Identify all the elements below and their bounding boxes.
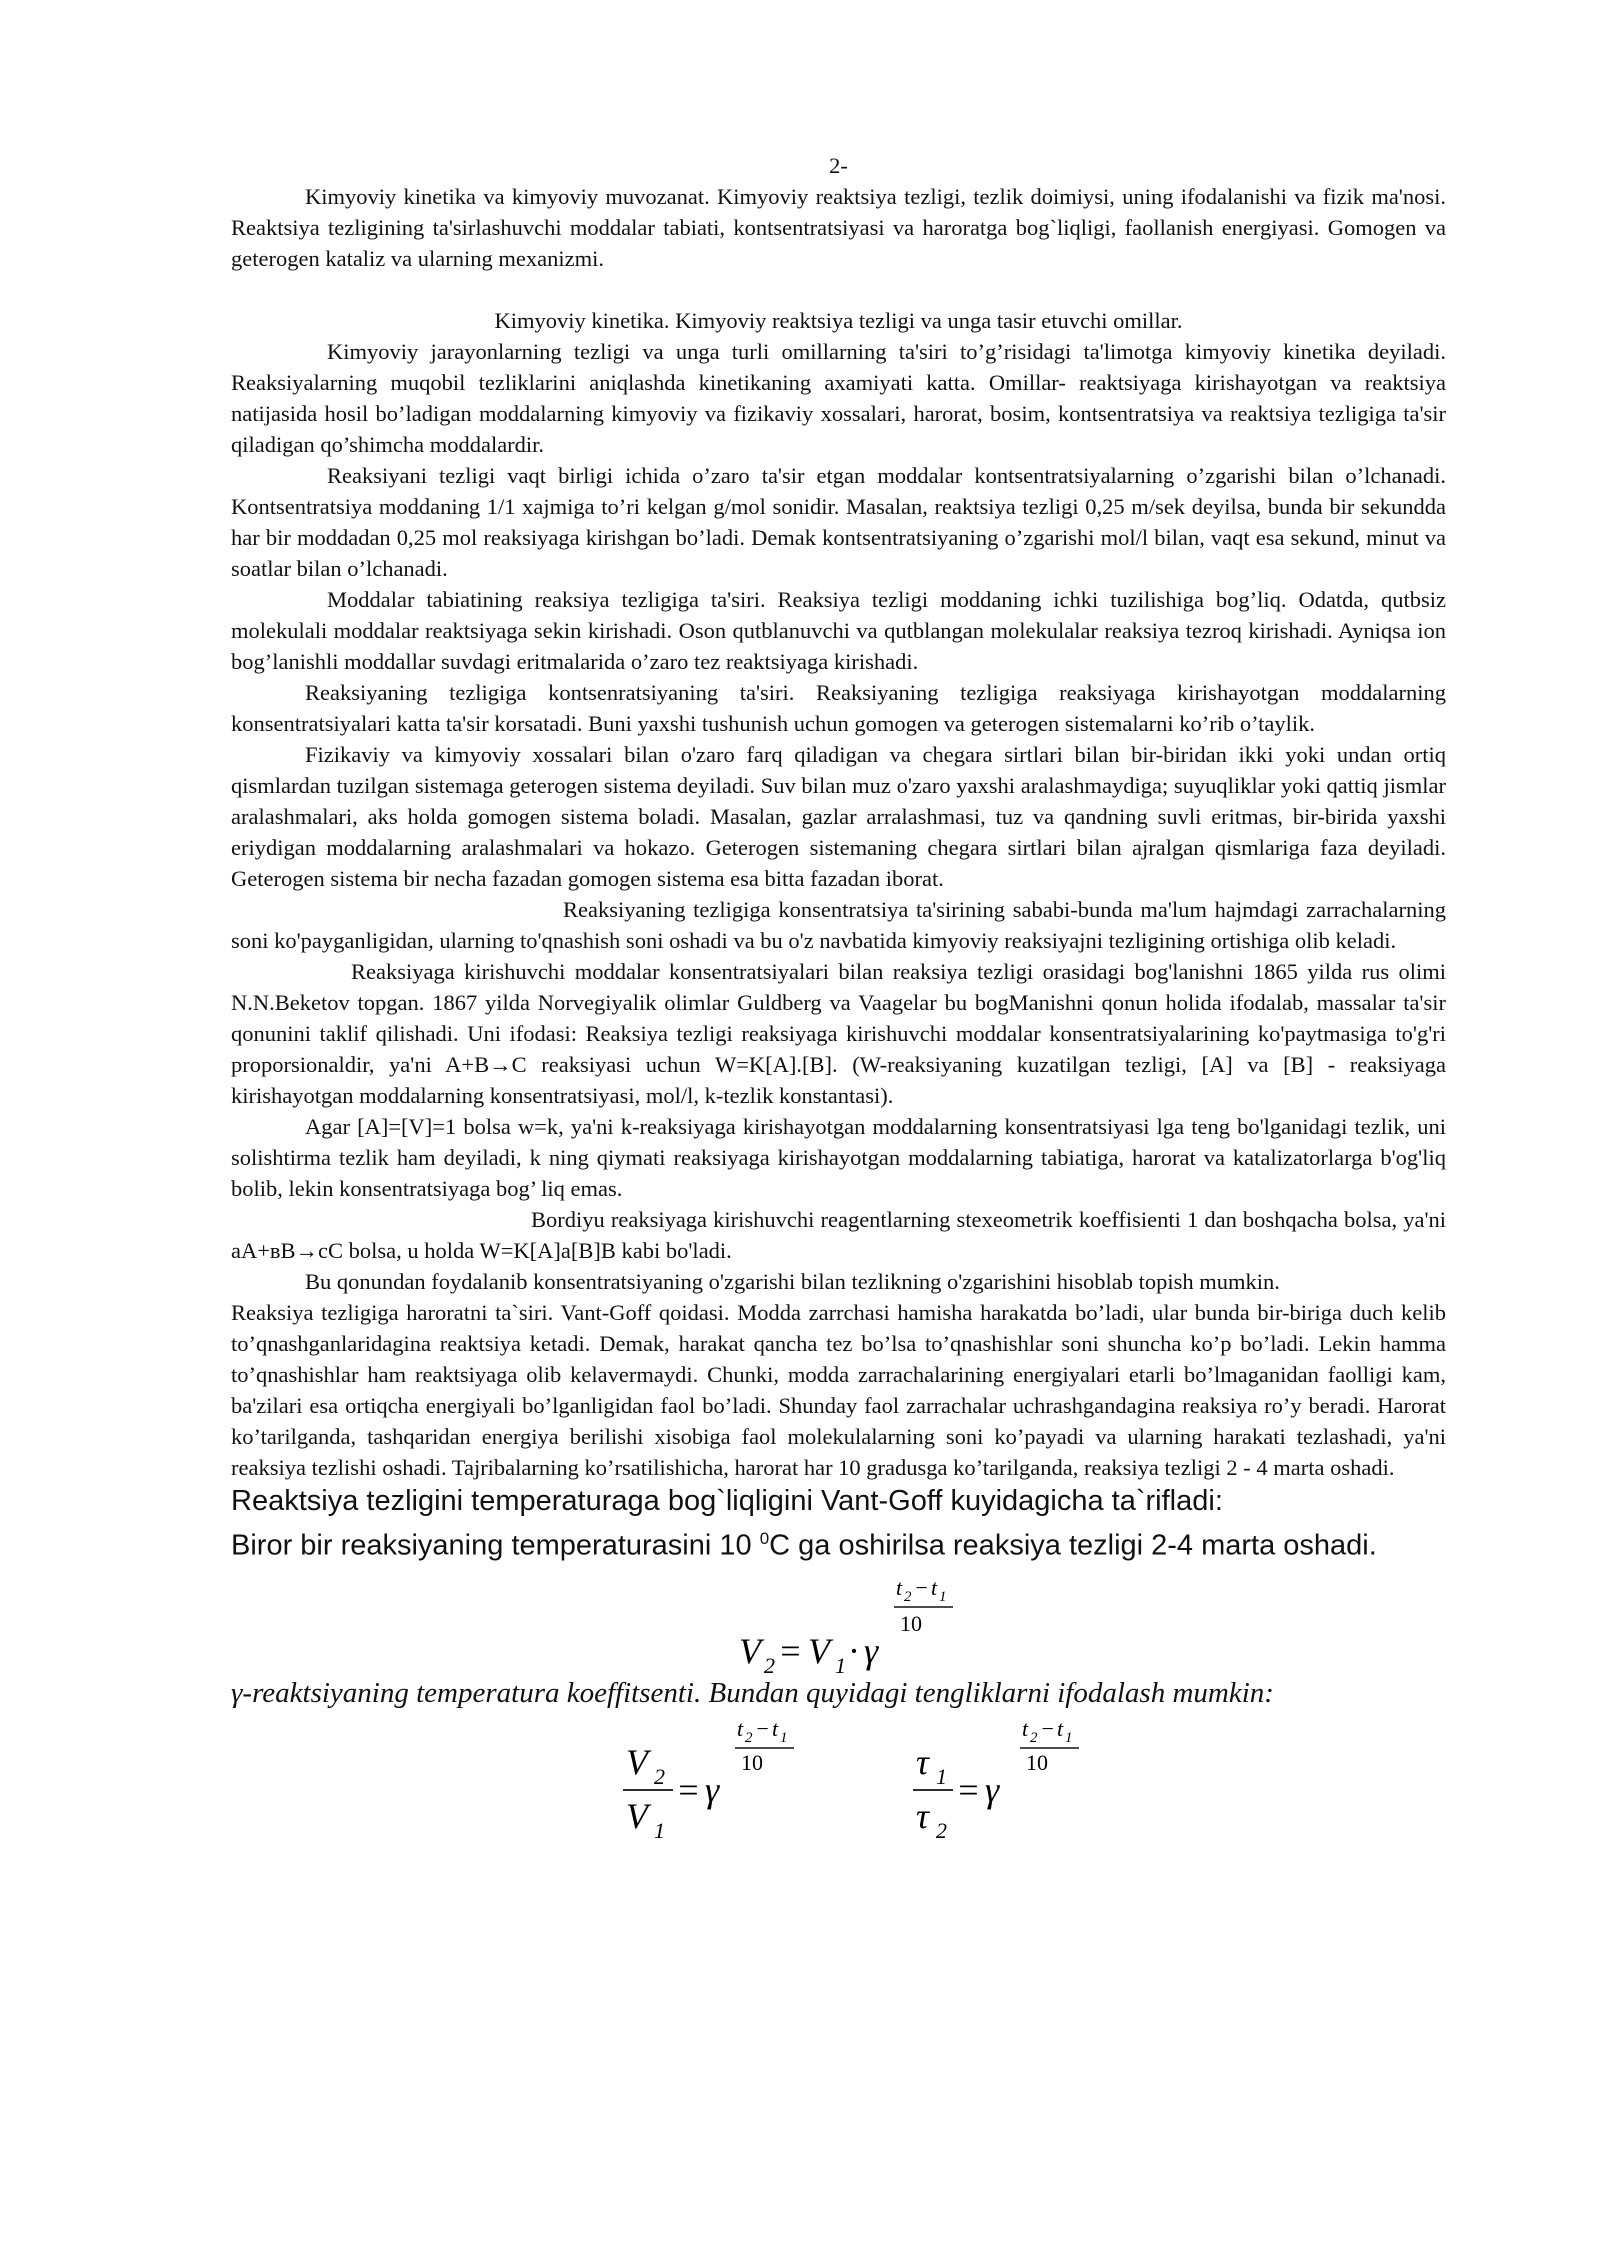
formula-exp-sub2: 2 [904, 1588, 912, 1605]
vant-goff-formula [231, 1565, 1446, 1675]
paragraph-7: Reaksiyaga kirishuvchi moddalar konsentratsiyalari bilan reaksiya tezligi orasidagi bog'lanishni 1865 yilda rus olimi N.N.Beketov topgan. 1867 yilda Norvegiyalik olimlar Guldberg va Vaagelar bu bogManishni qonun holida ifodalab, massalar ta'sir qonunini taklif qilishadi. Uni ifodasi: Reaksiya tezligi reaksiyaga kirishuvchi moddalar konsentratsiyalarining ko'paytmasiga to'g'ri proporsionaldir, ya'ni A+B→C reaksiyasi uchun W=K[A].[B]. (W-reaksiyaning kuzatilgan tezligi, [A] va [B] - reaksiyaga kirishayotgan moddalarning konsentratsiyasi, mol/l, k-tezlik konstantasi). [231, 959, 1446, 1108]
formula-v2: V [739, 1630, 761, 1671]
page-number: 2- [829, 153, 848, 178]
svg-text:−: − [755, 1715, 770, 1741]
svg-text:1: 1 [1065, 1729, 1073, 1746]
formula-dot: · [849, 1630, 858, 1671]
vant-goff-formula-svg [231, 1565, 1446, 1675]
paragraph-6: Reaksiyaning tezligiga konsentratsiya ta'sirining sababi-bunda ma'lum hajmdagi zarrachalarning soni ko'payganligidan, ularning to'qnashish soni oshadi va bu o'z navbatida kimyoviy reaksiyajni tezligining ortishiga olib keladi. [231, 897, 1446, 953]
ratio-eq: = [676, 1769, 701, 1810]
formula-v1: V [808, 1630, 830, 1671]
formula-exp-t1: t [931, 1574, 938, 1600]
ratio-tau-gamma: γ [985, 1769, 1000, 1810]
svg-text:2: 2 [1030, 1729, 1038, 1746]
formula-exp-num: t [896, 1574, 903, 1600]
paragraph-1: Kimyoviy jarayonlarning tezligi va unga turli omillarning ta'siri to’g’risidagi ta'limotga kimyoviy kinetika deyiladi. Reaksiyalarning muqobil tezliklarini aniqlashda kinetikaning axamiyati katta. Omillar- reaktsiyaga kirishayotgan va reaktsiya natijasida hosil bo’ladigan moddalarning kimyoviy va fizikaviy xossalari, harorat, bosim, kontsentratsiya va reaktsiya tezligiga ta'sir qiladigan qo’shimcha moddalardir. [231, 339, 1446, 457]
ratio-v1-sub: 1 [654, 1817, 665, 1842]
ratio-formulas-svg [231, 1712, 1446, 1842]
svg-text:10: 10 [741, 1749, 763, 1775]
svg-text:10: 10 [1026, 1749, 1048, 1775]
formula-exp-den: 10 [900, 1610, 922, 1636]
formula-gamma: γ [864, 1630, 879, 1671]
ratio-formulas [231, 1712, 1446, 1842]
paragraph-8: Agar [A]=[V]=1 bolsa w=k, ya'ni k-reaksiyaga kirishayotgan moddalarning konsentratsiyasi lga teng bo'lganidagi tezlik, uni solishtirma tezlik ham deyiladi, k ning qiymati reaksiyaga kirishayotgan moddalarning tabiatiga, harorat va katalizatorlarga b'og'liq bolib, lekin konsentratsiyaga bog’ liq emas. [231, 1114, 1446, 1201]
paragraph-5: Fizikaviy va kimyoviy xossalari bilan o'zaro farq qiladigan va chegara sirtlari bilan bir-biridan ikki yoki undan ortiq qismlardan tuzilgan sistemaga geterogen sistema deyiladi. Suv bilan muz o'zaro yaxshi aralashmaydiga; suyuqliklar yoki qattiq jismlar aralashmalari, aks holda gomogen sistema boladi. Masalan, gazlar arralashmasi, tuz va qandning suvli eritmas, bir-birida yaxshi eriydigan moddalarning aralashmalari va hokazo. Geterogen sistemaning chegara sirtlari bilan ajralgan qismlariga faza deyiladi. Geterogen sistema bir necha fazadan gomogen sistema esa bitta fazadan iborat. [231, 742, 1446, 891]
svg-text:t: t [1057, 1715, 1064, 1741]
formula-sub2: 2 [764, 1652, 775, 1675]
vant-goff-definition: Reaktsiya tezligini temperaturaga bog`liqligini Vant-Goff kuyidagicha ta`rifladi: [231, 1485, 1223, 1517]
ratio-v2: V [626, 1741, 648, 1782]
formula-eq: = [778, 1630, 803, 1671]
paragraph-10: Bu qonundan foydalanib konsentratsiyaning o'zgarishi bilan tezlikning o'zgarishini hisoblab topish mumkin. [305, 1269, 1280, 1294]
formula-sub1: 1 [835, 1652, 846, 1675]
section-title: Kimyoviy kinetika. Kimyoviy reaktsiya tezligi va unga tasir etuvchi omillar. [494, 308, 1183, 333]
svg-text:2: 2 [936, 1817, 947, 1842]
paragraph-4: Reaksiyaning tezligiga kontsenratsiyaning ta'siri. Reaksiyaning tezligiga reaksiyaga kirishayotgan moddalarning konsentratsiyalari katta ta'sir korsatadi. Buni yaxshi tushunish uchun gomogen va geterogen sistemalarni ko’rib o’taylik. [231, 680, 1446, 736]
ratio-v1: V [626, 1795, 648, 1836]
text-column [231, 150, 1446, 1842]
svg-text:t: t [772, 1715, 779, 1741]
paragraph-3: Moddalar tabiatining reaksiya tezligiga ta'siri. Reaksiya tezligi moddaning ichki tuzilishiga bog’liq. Odatda, qutbsiz molekulali moddalar reaktsiyaga sekin kirishadi. Oson qutblanuvchi va qutblangan molekulalar reaksiya tezroq kirishadi. Ayniqsa ion bog’lanishli moddallar suvdagi eritmalarida o’zaro tez reaktsiyaga kirishadi. [231, 587, 1446, 674]
svg-text:=: = [956, 1769, 981, 1810]
svg-text:1: 1 [936, 1763, 947, 1789]
vant-goff-rule: Biror bir reaksiyaning temperaturasini 10 $^0$C ga oshirilsa reaksiya tezligi 2-4 marta oshadi. [231, 1529, 1377, 1562]
paragraph-11: Reaksiya tezligiga haroratni ta`siri. Vant-Goff qoidasi. Modda zarrchasi hamisha harakatda bo’ladi, ular bunda bir-biriga duch kelib to’qnashganlaridagina reaktsiya ketadi. Demak, harakat qancha tez bo’lsa to’qnashishlar soni shuncha ko’p bo’ladi. Lekin hamma to’qnashishlar ham reaktsiyaga olib kelavermaydi. Chunki, modda zarrachalarining energiyalari etarli bo’lmaganidan faolligi kam, ba'zilari esa ortiqcha energiyali bo’lganligidan faol bo’ladi. Shunday faol zarrachalar uchrashgandagina reaksiya ro’y beradi. Harorat ko’tarilganda, tashqaridan energiya berilishi xisobiga faol molekulalarning soni ko’payadi va ularning harakati tezlashadi, ya'ni reaksiya tezlishi oshadi. Tajribalarning ko’rsatilishicha, harorat har 10 gradusga ko’tarilganda, reaksiya tezligi 2 - 4 marta oshadi. [231, 1300, 1446, 1480]
svg-text:−: − [1040, 1715, 1055, 1741]
intro-paragraph: Kimyoviy kinetika va kimyoviy muvozanat. Kimyoviy reaktsiya tezligi, tezlik doimiysi, uning ifodalanishi va fizik ma'nosi. Reaktsiya tezligining ta'sirlashuvchi moddalar tabiati, kontsentratsiyasi va haroratga bog`liqligi, faollanish energiyasi. Gomogen va geterogen kataliz va ularning mexanizmi. [231, 184, 1446, 271]
paragraph-9: Bordiyu reaksiyaga kirishuvchi reagentlarning stexeometrik koeffisienti 1 dan boshqacha bolsa, ya'ni aA+вB→cC bolsa, u holda W=K[A]a[B]B kabi bo'ladi. [231, 1207, 1446, 1263]
gamma-definition: γ-reaktsiyaning temperatura koeffitsenti. Bundan quyidagi tengliklarni ifodalash mumkin: [231, 1676, 1274, 1709]
ratio-gamma: γ [705, 1769, 720, 1810]
formula-exp-sub1: 1 [939, 1588, 947, 1605]
svg-text:2: 2 [745, 1729, 753, 1746]
ratio-tau1: τ [916, 1741, 929, 1782]
ratio-exp-t2: t [737, 1715, 744, 1741]
paragraph-2: Reaksiyani tezligi vaqt birligi ichida o’zaro ta'sir etgan moddalar kontsentratsiyalarning o’zgarishi bilan o’lchanadi. Kontsentratsiya moddaning 1/1 xajmiga to’ri kelgan g/mol sonidir. Masalan, reaktsiya tezligi 0,25 m/sek deyilsa, bunda bir sekundda har bir moddadan 0,25 mol reaksiyaga kirishgan bo’ladi. Demak kontsentratsiyaning o’zgarishi mol/l bilan, vaqt esa sekund, minut va soatlar bilan o’lchanadi. [231, 463, 1446, 581]
formula-exp-minus: − [914, 1574, 929, 1600]
ratio-v2-sub: 2 [654, 1763, 665, 1789]
ratio-tau2: τ [916, 1795, 929, 1836]
svg-text:t: t [1022, 1715, 1029, 1741]
svg-text:1: 1 [780, 1729, 788, 1746]
